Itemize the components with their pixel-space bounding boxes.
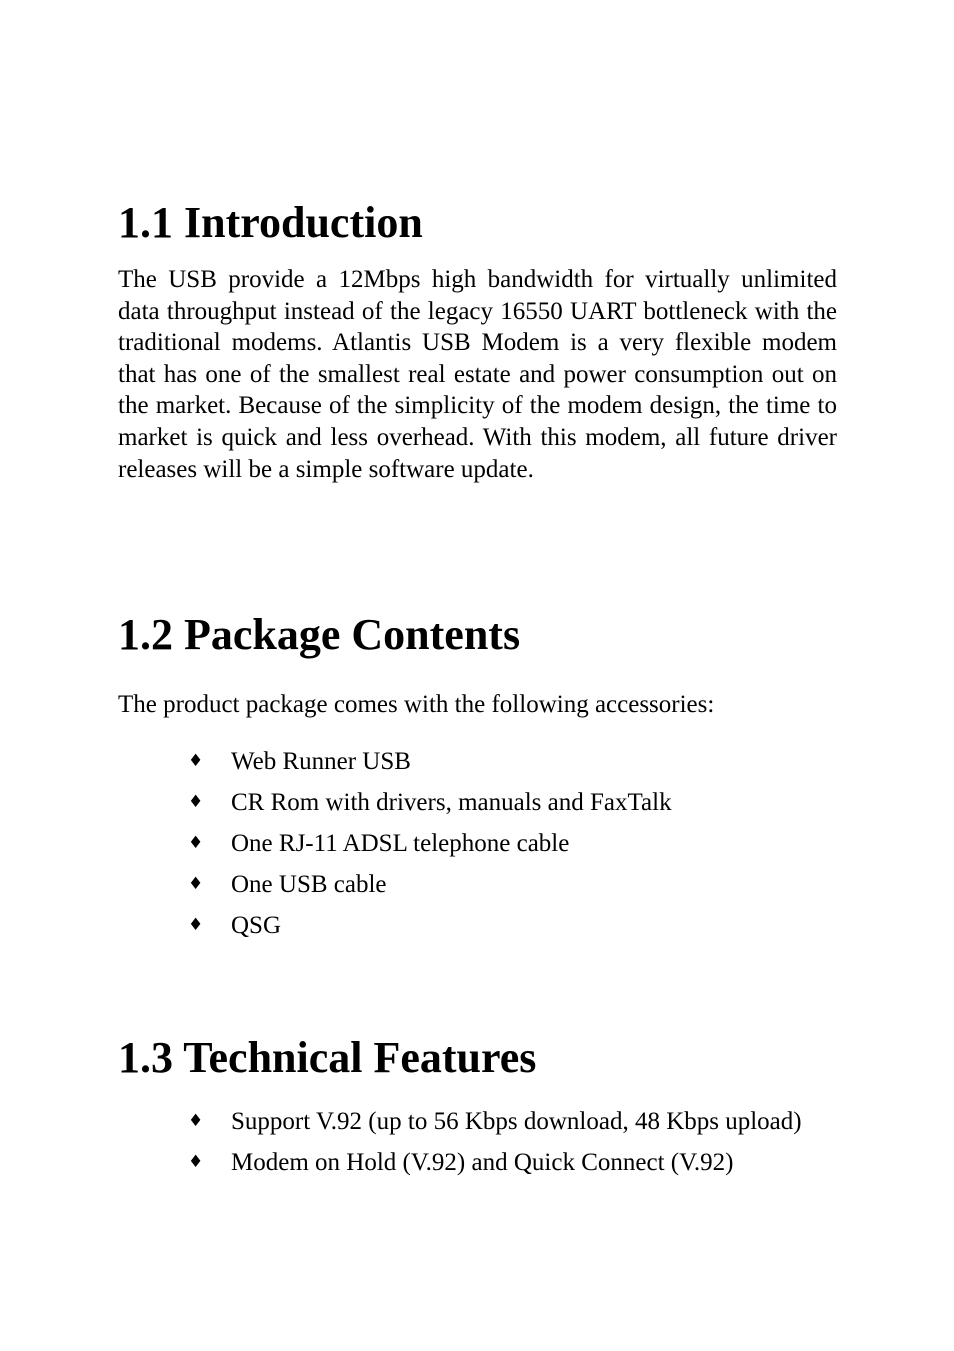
list-item-text: Support V.92 (up to 56 Kbps download, 48 Kbps upload): [231, 1108, 802, 1135]
diamond-bullet-icon: ♦: [188, 751, 204, 771]
list-item-text: Web Runner USB: [231, 748, 411, 775]
list-item: [188, 1147, 808, 1179]
list-item-text: One USB cable: [231, 870, 387, 898]
diamond-bullet-icon: ♦: [188, 832, 204, 853]
list-item-text: QSG: [231, 911, 282, 939]
list-item-text: Modem on Hold (V.92) and Quick Connect (V.92): [231, 1148, 734, 1176]
list-item-text: CR Rom with drivers, manuals and FaxTalk: [231, 788, 672, 816]
list-item: [188, 787, 808, 819]
diamond-bullet-icon: ♦: [188, 873, 204, 894]
technical-features-list: [188, 1106, 808, 1188]
introduction-paragraph: The USB provide a 12Mbps high bandwidth for virtually unlimited data throughput instead of the legacy 16550 UART bottleneck with the traditional modems. Atlantis USB Modem is a very flexible modem that has one of the smallest real estate and power consumption out on the market. Because of the simplicity of the modem design, the time to market is quick and less overhead. With this modem, all future driver releases will be a simple software update.: [118, 266, 837, 483]
list-item: [188, 910, 808, 942]
section-heading-technical-features: 1.3 Technical Features: [118, 1033, 537, 1082]
section-heading-introduction: 1.1 Introduction: [118, 198, 423, 247]
list-item: [188, 869, 808, 901]
diamond-bullet-icon: ♦: [188, 1151, 204, 1172]
list-item: [188, 1106, 808, 1138]
diamond-bullet-icon: ♦: [188, 1111, 204, 1131]
package-contents-list: [188, 746, 808, 951]
section-heading-package-contents: 1.2 Package Contents: [118, 610, 521, 659]
list-item: [188, 746, 808, 778]
package-contents-lead: The product package comes with the following accessories:: [118, 691, 715, 718]
list-item-text: One RJ-11 ADSL telephone cable: [231, 829, 570, 857]
diamond-bullet-icon: ♦: [188, 914, 204, 935]
list-item: [188, 828, 808, 860]
diamond-bullet-icon: ♦: [188, 791, 204, 812]
